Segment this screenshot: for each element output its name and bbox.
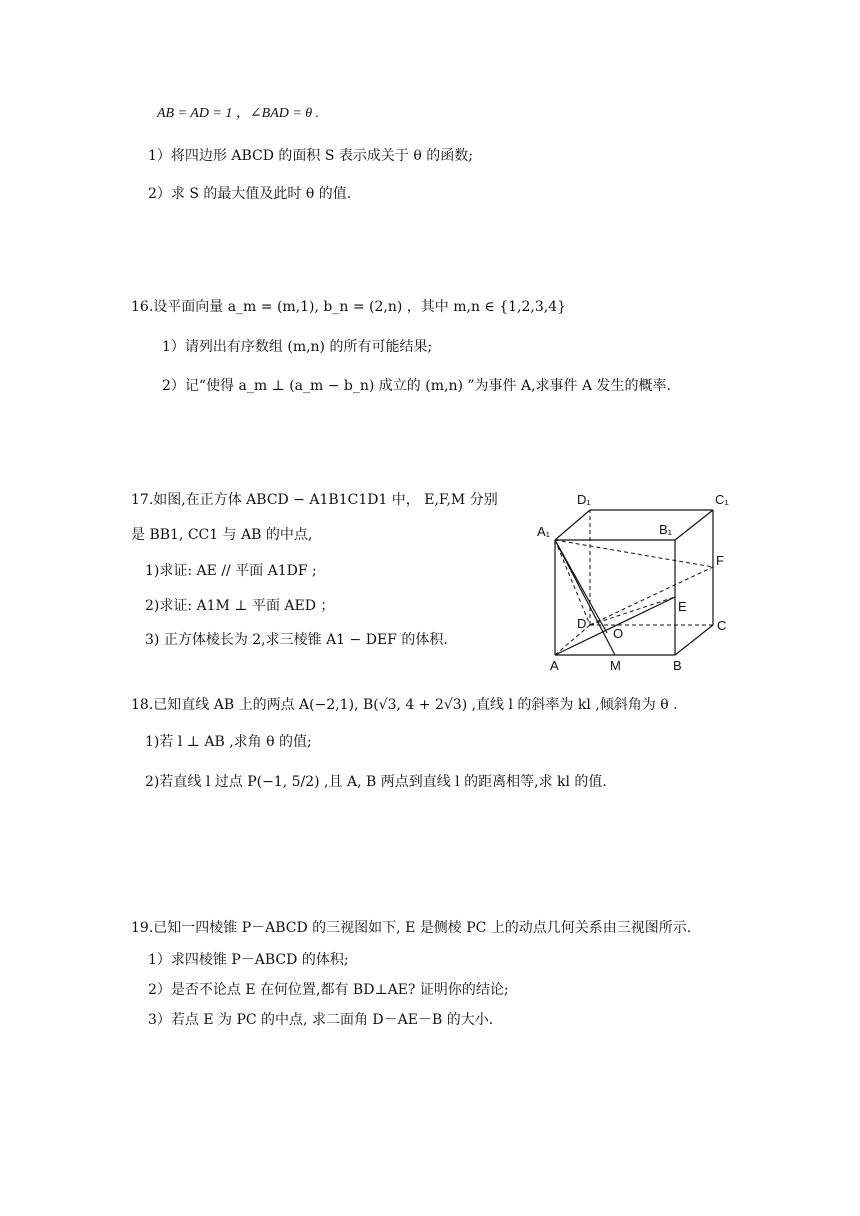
label-B1: B₁ — [659, 522, 673, 537]
label-C1: C₁ — [715, 492, 729, 507]
label-B: B — [673, 658, 682, 673]
q17-stem-line2: 是 BB1, CC1 与 AB 的中点, — [131, 527, 313, 543]
label-A1: A₁ — [537, 524, 551, 539]
seg-A1F — [555, 540, 713, 567]
q17-part2: 2)求证: A1M ⊥ 平面 AED ； — [145, 598, 335, 614]
q17-stem-line1: 17.如图,在正方体 ABCD − A1B1C1D1 中， E,F,M 分别 — [131, 492, 498, 508]
q17-part3: 3) 正方体棱长为 2,求三棱锥 A1 − DEF 的体积. — [145, 632, 448, 648]
q18-stem: 18.已知直线 AB 上的两点 A(−2,1), B(√3, 4 + 2√3) ,直线 l 的斜率为 kl ,倾斜角为 θ . — [131, 697, 678, 713]
seg-DF — [590, 567, 713, 625]
q17-part1: 1)求证: AE // 平面 A1DF ; — [145, 563, 317, 579]
cube-figure — [535, 490, 745, 675]
q18-part2: 2)若直线 l 过点 P(−1, 5/2) ,且 A, B 两点到直线 l 的距离相等,求 kl 的值. — [145, 774, 607, 790]
q19-part2: 2）是否不论点 E 在何位置,都有 BD⊥AE? 证明你的结论; — [148, 982, 509, 998]
edge-BC — [675, 625, 713, 655]
q16-stem: 16.设平面向量 a_m = (m,1), b_n = (2,n) ，其中 m,n ∈ {1,2,3,4} — [131, 299, 567, 315]
q15-part2: 2）求 S 的最大值及此时 θ 的值. — [148, 186, 352, 202]
q19-stem: 19.已知一四棱锥 P－ABCD 的三视图如下, E 是侧棱 PC 上的动点几何关系由三视图所示. — [131, 920, 692, 936]
label-F: F — [716, 553, 724, 568]
q19-part3: 3）若点 E 为 PC 的中点, 求二面角 D－AE－B 的大小. — [148, 1012, 494, 1028]
q19-part1: 1）求四棱锥 P－ABCD 的体积; — [148, 952, 349, 968]
label-D: D — [577, 616, 587, 631]
q16-part2: 2）记“使得 a_m ⊥ (a_m − b_n) 成立的 (m,n) ”为事件 A,求事件 A 发生的概率. — [162, 378, 672, 394]
label-O: O — [613, 626, 624, 641]
q15-given: AB = AD = 1 ，∠BAD = θ . — [157, 106, 320, 121]
edge-A1D1 — [555, 510, 590, 540]
edge-B1C1 — [675, 510, 713, 540]
label-C: C — [717, 618, 727, 633]
q15-part1: 1）将四边形 ABCD 的面积 S 表示成关于 θ 的函数; — [148, 148, 473, 164]
label-E: E — [678, 599, 687, 614]
label-A: A — [550, 658, 559, 673]
q16-part1: 1）请列出有序数组 (m,n) 的所有可能结果; — [162, 339, 433, 355]
seg-DE — [590, 597, 675, 625]
label-D1: D₁ — [577, 492, 591, 507]
label-M: M — [610, 658, 621, 673]
q18-part1: 1)若 l ⊥ AB ,求角 θ 的值; — [145, 734, 312, 750]
seg-A1D — [555, 540, 590, 625]
